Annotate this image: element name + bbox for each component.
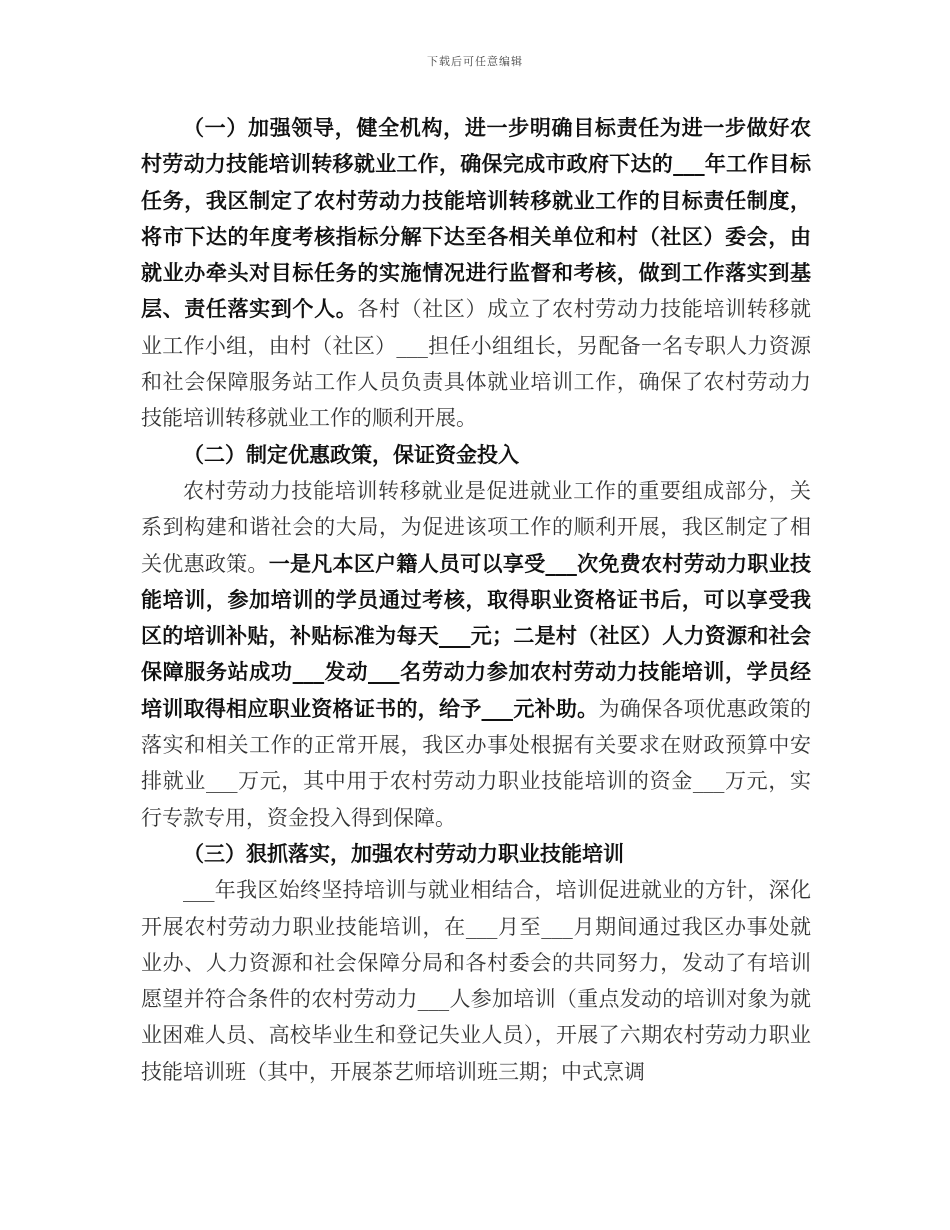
paragraph-section-3: ___年我区始终坚持培训与就业相结合，培训促进就业的方针，深化开展农村劳动力职业技能培训，在___月至___月期间通过我区办事处就业办、人力资源和社会保障分局和各村委会的共同努力，发动了有培训愿望并符合条件的农村劳动力___人参加培训（重点发动的培训对象为就业困难人员、高校毕业生和登记失业人员），开展了六期农村劳动力职业技能培训班（其中，开展茶艺师培训班三期；中式烹调 (141, 878, 811, 1084)
section-2-heading: （二）制定优惠政策，保证资金投入 (183, 441, 519, 467)
paragraph-section-1 (141, 110, 811, 437)
section-3-heading: （三）狠抓落实，加强农村劳动力职业技能培训 (183, 840, 624, 866)
paragraph-section-2 (141, 473, 811, 836)
section-2-bold-text: 一是凡本区户籍人员可以享受___次免费农村劳动力职业技能培训，参加培训的学员通过考核，取得职业资格证书后，可以享受我区的培训补贴，补贴标准为每天___元；二是村（社区）人力资源和社会保障服务站成功___发动___名劳动力参加农村劳动力技能培训，学员经培训取得相应职业资格证书的，给予___元补助。 (141, 550, 812, 721)
section-1-text: 各村（社区）成立了农村劳动力技能培训转移就业工作小组，由村（社区）___担任小组组长，另配备一名专职人力资源和社会保障服务站工作人员负责具体就业培训工作，确保了农村劳动力技能培训转移就业工作的顺利开展。 (141, 297, 812, 431)
section-2-text-outro: 为确保各项优惠政策的落实和相关工作的正常开展，我区办事处根据有关要求在财政预算中安排就业___万元，其中用于农村劳动力职业技能培训的资金___万元，实行专款专用，资金投入得到保障。 (141, 696, 812, 830)
document-body (141, 110, 811, 1090)
section-1-bold-text: （一）加强领导，健全机构，进一步明确目标责任为进一步做好农村劳动力技能培训转移就业工作，确保完成市政府下达的___年工作目标任务，我区制定了农村劳动力技能培训转移就业工作的目标责任制度，将市下达的年度考核指标分解下达至各相关单位和村（社区）委会，由就业办牵头对目标任务的实施情况进行监督和考核，做到工作落实到基层、责任落实到个人。 (141, 115, 811, 322)
page-header-note: 下载后可任意编辑 (427, 55, 523, 68)
section-2-text-intro: 农村劳动力技能培训转移就业是促进就业工作的重要组成部分，关系到构建和谐社会的大局，为促进该项工作的顺利开展，我区制定了相关优惠政策。 (141, 478, 811, 576)
